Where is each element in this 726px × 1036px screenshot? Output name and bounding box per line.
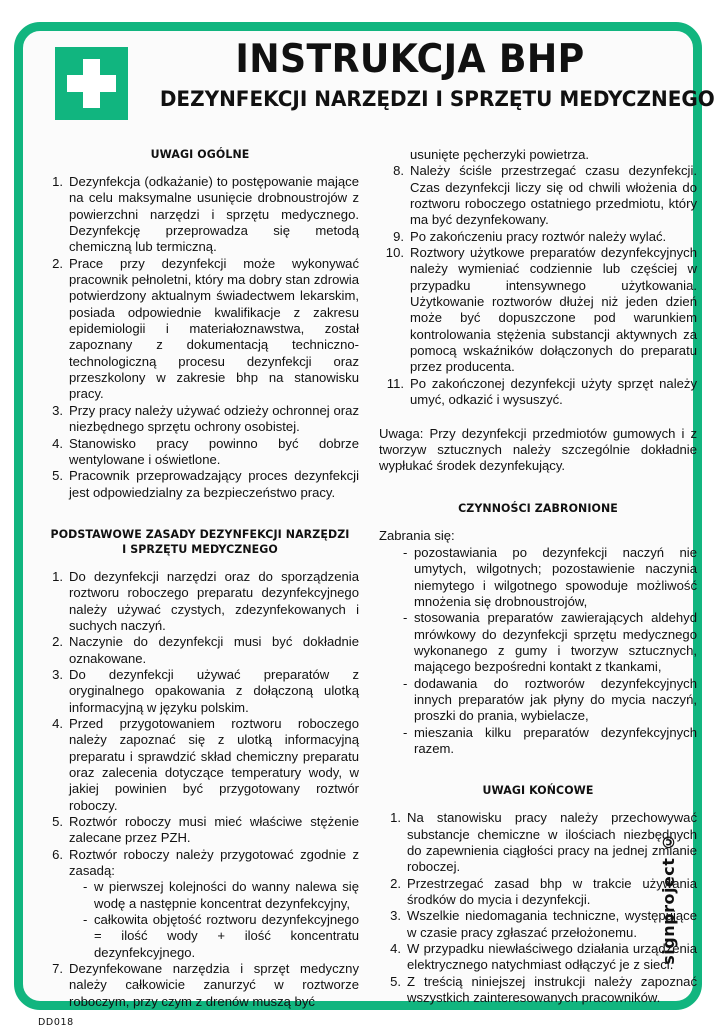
list-text: Stanowisko pracy powinno być dobrze wentylowane i oświetlone. bbox=[69, 435, 359, 467]
list-item bbox=[379, 376, 697, 409]
list-item bbox=[41, 634, 359, 667]
section-heading-uwagi-koncowe: UWAGI KOŃCOWE bbox=[482, 783, 594, 798]
list-item bbox=[41, 716, 359, 814]
sublist-text: w pierwszej kolejności do wanny nalewa się wodę a następnie koncentrat dezynfekcyjny, bbox=[94, 879, 359, 911]
list-uwagi-ogolne bbox=[41, 174, 359, 501]
list-item bbox=[379, 876, 697, 909]
list-number: 10. bbox=[385, 245, 404, 261]
dash-bullet: - bbox=[403, 610, 408, 626]
list-item bbox=[41, 256, 359, 403]
list-item bbox=[379, 908, 697, 941]
list-number: 1. bbox=[52, 174, 63, 189]
list-item bbox=[41, 174, 359, 256]
list-text: dodawania do roztworów dezynfekcyjnych innych preparatów jak płyny do mycia naczyń, proszki do prania, wybielacze, bbox=[414, 675, 697, 724]
list-text: Prace przy dezynfekcji może wykonywać pracownik pełnoletni, który ma dobry stan zdrowia potwierdzony aktualnym świadectwem lekarskim, posiada odpowiednie kwalifikacje z zakresu epidemiologii i materiałoznawstwa, został zapoznany z dokumentacją techniczno-technologiczną procesu dezynfekcji oraz przeszkolony w zakresie bhp na stanowisku pracy. bbox=[69, 255, 359, 402]
list-item bbox=[403, 725, 697, 758]
list-text: Wszelkie niedomagania techniczne, występujące w czasie pracy zgłaszać przełożonemu. bbox=[407, 908, 697, 940]
list-number: 2. bbox=[390, 875, 401, 891]
list-text: Przed przygotowaniem roztworu roboczego należy zapoznać się z ulotką informacyjną preparatu i sprawdzić skład chemiczny preparatu oraz zalecenia dotyczące temperatury wody, w jakiej powinien być przygotowany roztwór roboczy. bbox=[69, 715, 359, 813]
list-text: Przestrzegać zasad bhp w trakcie używania środków do mycia i dezynfekcji. bbox=[407, 875, 697, 908]
sublist-text: całkowita objętość roztworu dezynfekcyjnego = ilość wody + ilość koncentratu dezynfekcyjnego. bbox=[94, 912, 359, 960]
list-number: 2. bbox=[52, 255, 63, 271]
list-number: 8. bbox=[393, 163, 404, 179]
list-text: Z treścią niniejszej instrukcji należy zapoznać wszystkich zainteresowanych pracowników. bbox=[407, 973, 697, 1006]
list-item bbox=[403, 676, 697, 725]
sublist-zasada bbox=[69, 879, 359, 961]
continuation-first-line: usunięte pęcherzyki powietrza. bbox=[410, 147, 590, 162]
list-item bbox=[379, 229, 697, 245]
list-number: 9. bbox=[393, 228, 404, 244]
list-zasady-continued bbox=[379, 163, 697, 408]
list-text: Naczynie do dezynfekcji musi być dokładnie oznakowane. bbox=[69, 634, 359, 666]
list-item bbox=[379, 974, 697, 1007]
list-text: Do dezynfekcji używać preparatów z oryginalnego opakowania z dołączoną ulotką informacyjną w języku polskim. bbox=[69, 666, 359, 715]
signproject-watermark: signproject © bbox=[659, 832, 678, 965]
list-item bbox=[379, 163, 697, 228]
list-text: Roztwór roboczy musi mieć właściwe stężenie zalecane przez PZH. bbox=[69, 814, 359, 846]
list-number: 3. bbox=[52, 402, 63, 418]
list-text: Po zakończonej dezynfekcji użyty sprzęt należy umyć, odkazić i wysuszyć. bbox=[410, 375, 697, 408]
dash-bullet: - bbox=[403, 675, 408, 691]
list-text: Przy pracy należy używać odzieży ochronnej oraz niezbędnego sprzętu ochrony osobistej. bbox=[69, 402, 359, 435]
list-item bbox=[41, 436, 359, 469]
list-text: Do dezynfekcji narzędzi oraz do sporządzenia roztworu roboczego preparatu dezynfekcyjnego należy używać czystych, zdezynfekowanych i suchych naczyń. bbox=[69, 568, 359, 633]
list-item bbox=[41, 468, 359, 501]
list-number: 6. bbox=[52, 846, 63, 862]
left-column bbox=[41, 147, 359, 1010]
section-heading-uwagi-ogolne: UWAGI OGÓLNE bbox=[150, 147, 250, 161]
list-item bbox=[403, 545, 697, 610]
list-item bbox=[41, 847, 359, 961]
dash-bullet: - bbox=[83, 912, 88, 928]
list-item bbox=[41, 814, 359, 847]
list-number: 4. bbox=[52, 715, 63, 731]
list-number: 4. bbox=[52, 435, 63, 451]
medical-cross-icon bbox=[55, 47, 128, 120]
list-number: 1. bbox=[390, 810, 401, 826]
page-title: INSTRUKCJA BHP bbox=[235, 37, 585, 82]
list-text: pozostawiania po dezynfekcji naczyń nie umytych, wilgotnych; pozostawienie naczynia niemytego i wilgotnego spowoduje możliwość mnożenia się drobnoustrojów, bbox=[414, 544, 697, 609]
right-column bbox=[379, 147, 697, 1010]
list-number: 7. bbox=[52, 961, 63, 977]
section-heading-podstawowe-zasady-line1: PODSTAWOWE ZASADY DEZYNFEKCJI NARZĘDZI bbox=[50, 526, 350, 541]
list-text: Pracownik przeprowadzający proces dezynfekcji jest odpowiedzialny za bezpieczeństwo pracy. bbox=[69, 468, 359, 500]
poster-header bbox=[23, 31, 715, 139]
list-item bbox=[41, 961, 359, 1010]
list-text: mieszania kilku preparatów dezynfekcyjnych razem. bbox=[414, 724, 697, 756]
document-code: DD018 bbox=[38, 1017, 74, 1028]
list-item bbox=[403, 610, 697, 675]
list-podstawowe-zasady bbox=[41, 569, 359, 1010]
list-number: 5. bbox=[390, 973, 401, 989]
list-item bbox=[41, 569, 359, 634]
section-heading-podstawowe-zasady-line2: I SPRZĘTU MEDYCZNEGO bbox=[122, 541, 278, 556]
page-subtitle: DEZYNFEKCJI NARZĘDZI I SPRZĘTU MEDYCZNEGO bbox=[159, 87, 715, 112]
list-number: 4. bbox=[390, 941, 401, 957]
section-heading-czynnosci-zabronione: CZYNNOŚCI ZABRONIONE bbox=[458, 500, 618, 515]
sublist-item bbox=[83, 879, 359, 912]
list-text: Roztwór roboczy należy przygotować zgodnie z zasadą: bbox=[69, 846, 359, 879]
content-columns bbox=[23, 147, 697, 1010]
list-number: 11. bbox=[386, 375, 404, 391]
list-text: W przypadku niewłaściwego działania urządzenia elektrycznego natychmiast odłączyć je z sieci. bbox=[407, 941, 697, 973]
note-uwaga: Uwaga: Przy dezynfekcji przedmiotów gumowych i z tworzyw sztucznych należy szczególnie dokładnie wypłukać środek dezynfekujący. bbox=[379, 425, 697, 474]
sublist-item bbox=[83, 912, 359, 961]
list-item bbox=[379, 810, 697, 875]
list-item bbox=[41, 403, 359, 436]
list-item bbox=[379, 941, 697, 974]
list-text: Roztwory użytkowe preparatów dezynfekcyjnych należy wymieniać codziennie lub częściej w przypadku intensywnego użytkowania. Użytkowanie roztworów dłużej niż jeden dzień może być dopuszczone pod warunkiem kontrolowania stężenia substancji aktywnych za pomocą wskaźników dołączonych do preparatu przez producenta. bbox=[410, 245, 697, 375]
list-text: stosowania preparatów zawierających aldehyd mrówkowy do dezynfekcji sprzętu medycznego wykonanego z gumy i tworzyw sztucznych, mającego bezpośredni kontakt z tkankami, bbox=[414, 610, 697, 675]
list-item bbox=[41, 667, 359, 716]
list-number: 1. bbox=[52, 568, 63, 584]
list-text: Po zakończeniu pracy roztwór należy wylać. bbox=[410, 228, 667, 244]
list-text: Dezynfekcja (odkażanie) to postępowanie mające na celu maksymalne usunięcie drobnoustrojów z powierzchni narzędzi i sprzętu medycznego. Dezynfekcję przeprowadza się metodą chemiczną lub termiczną. bbox=[69, 174, 359, 255]
list-text: Dezynfekowane narzędzia i sprzęt medyczny należy całkowicie zanurzyć w roztworze roboczym, przy czym z drenów muszą być bbox=[69, 961, 359, 1009]
dash-bullet: - bbox=[403, 724, 408, 740]
title-block bbox=[141, 37, 715, 113]
list-number: 5. bbox=[52, 814, 63, 830]
poster-frame bbox=[14, 22, 715, 1010]
dash-bullet: - bbox=[83, 879, 88, 895]
list-text: Należy ściśle przestrzegać czasu dezynfekcji. Czas dezynfekcji liczy się od chwili włożenia do roztworu roboczego ostatniego przedmiotu, który ma być dezynfekowany. bbox=[410, 163, 697, 228]
cross-horizontal-bar bbox=[67, 75, 116, 92]
list-number: 2. bbox=[52, 634, 63, 650]
list-uwagi-koncowe bbox=[379, 810, 697, 1006]
list-item bbox=[379, 245, 697, 376]
lead-zabrania-sie: Zabrania się: bbox=[379, 527, 455, 543]
dash-bullet: - bbox=[403, 544, 408, 560]
list-czynnosci-zabronione bbox=[379, 545, 697, 757]
list-number: 5. bbox=[52, 468, 63, 484]
list-text: Na stanowisku pracy należy przechowywać substancje chemiczne w ilościach niezbędnych do zapewnienia ciągłości pracy na jednej zmianie roboczej. bbox=[407, 810, 697, 875]
list-number: 3. bbox=[52, 666, 63, 682]
list-number: 3. bbox=[390, 908, 401, 924]
